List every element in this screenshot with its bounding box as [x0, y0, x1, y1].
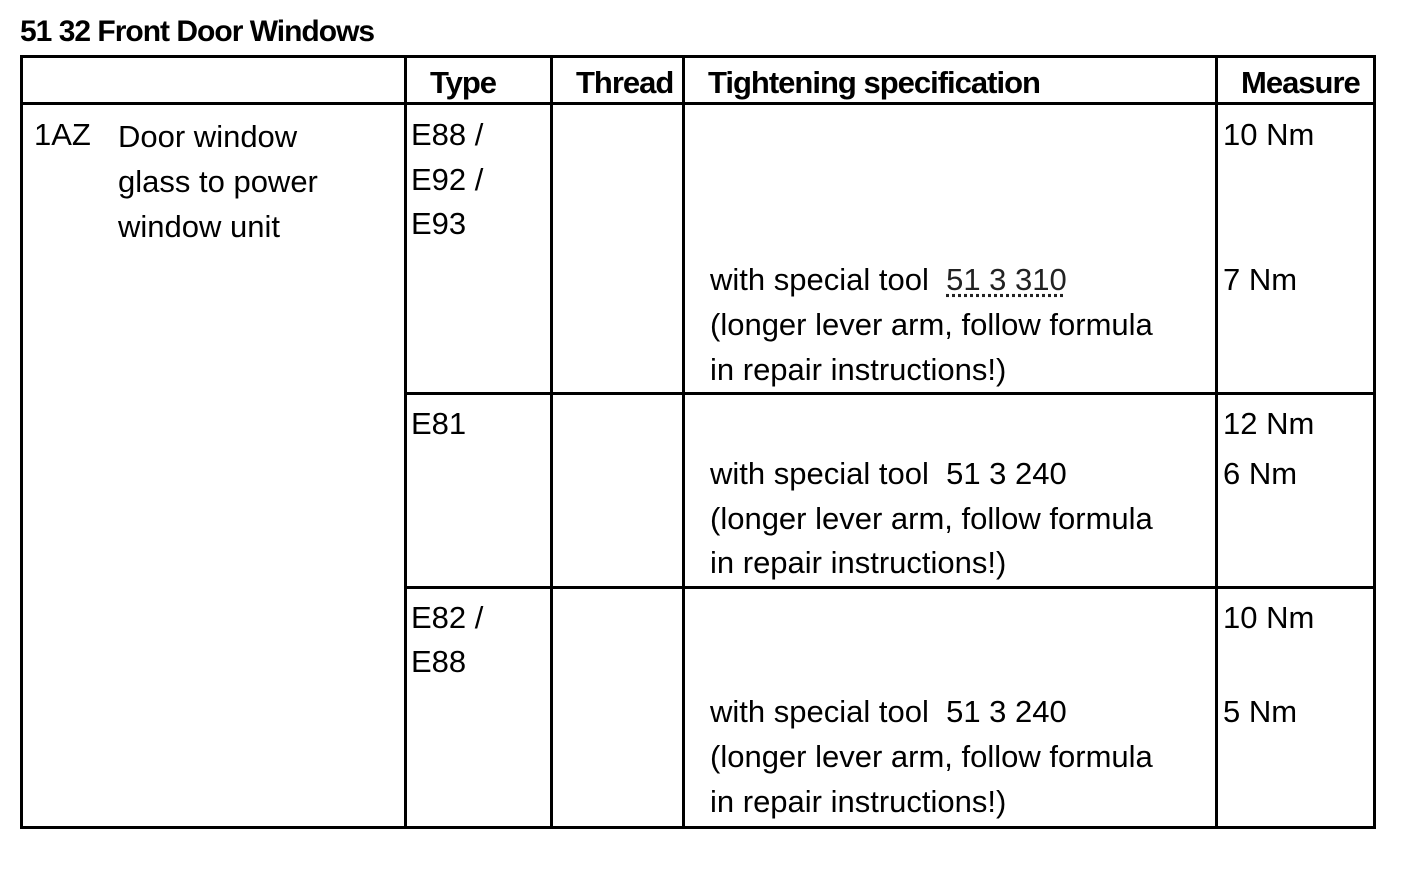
special-tool: 51 3 240 — [946, 456, 1067, 491]
spec-prefix: with special tool — [710, 456, 929, 491]
item-description-line: window unit — [118, 209, 280, 244]
item-description-line: Door window — [118, 119, 298, 154]
item-description-line: glass to power — [118, 164, 318, 199]
header-divider — [20, 102, 1376, 105]
type-value: E93 — [411, 206, 467, 241]
spec-note-line: (longer lever arm, follow formula — [710, 739, 1153, 774]
header-measure: Measure — [1241, 65, 1360, 100]
measure-value: 5 Nm — [1223, 694, 1298, 729]
measure-value: 7 Nm — [1223, 262, 1298, 297]
header-thread: Thread — [576, 65, 674, 100]
type-value: E82 / — [411, 600, 484, 635]
type-value: E92 / — [411, 162, 484, 197]
measure-value: 10 Nm — [1223, 117, 1315, 152]
spec-line — [710, 451, 1067, 496]
spec-line — [710, 689, 1067, 734]
header-tightening-specification: Tightening specification — [708, 65, 1040, 100]
column-divider — [1215, 55, 1218, 829]
column-divider — [682, 55, 685, 829]
item-code: 1AZ — [34, 117, 91, 152]
spec-note-line: (longer lever arm, follow formula — [710, 501, 1153, 536]
spec-note-line: in repair instructions!) — [710, 545, 1007, 580]
type-value: E88 / — [411, 117, 484, 152]
spec-prefix: with special tool — [710, 694, 929, 729]
row-divider — [404, 392, 1376, 395]
header-type: Type — [430, 65, 497, 100]
page-title: 51 32 Front Door Windows — [20, 15, 375, 48]
measure-value: 12 Nm — [1223, 406, 1315, 441]
type-value: E88 — [411, 644, 467, 679]
measure-value: 10 Nm — [1223, 600, 1315, 635]
spec-line — [710, 257, 1067, 302]
column-divider — [404, 55, 407, 829]
row-divider — [404, 586, 1376, 589]
measure-value: 6 Nm — [1223, 456, 1298, 491]
special-tool: 51 3 240 — [946, 694, 1067, 729]
special-tool-link[interactable]: 51 3 310 — [946, 262, 1067, 297]
column-divider — [550, 55, 553, 829]
spec-note-line: (longer lever arm, follow formula — [710, 307, 1153, 342]
spec-note-line: in repair instructions!) — [710, 784, 1007, 819]
type-value: E81 — [411, 406, 467, 441]
spec-note-line: in repair instructions!) — [710, 352, 1007, 387]
spec-prefix: with special tool — [710, 262, 929, 297]
